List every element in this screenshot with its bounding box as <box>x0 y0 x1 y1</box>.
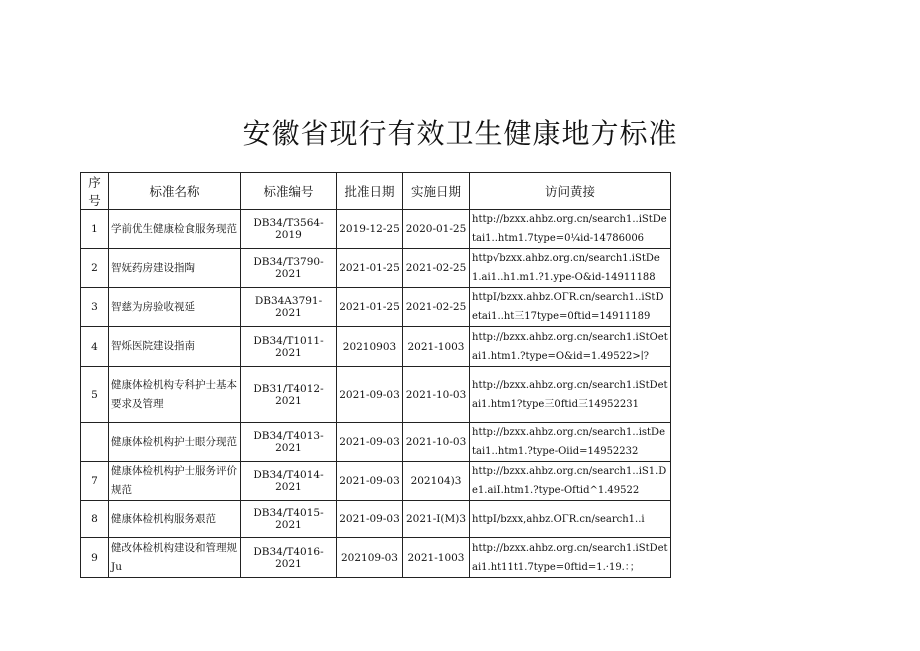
table-row <box>81 423 671 462</box>
standard-code: DB34/T3564-2019 <box>241 210 337 249</box>
access-link[interactable]: http√bzxx.ahbz.org.cn/search1.iStDe1.ai1..h1.m1.?1.ype-O&id-14911188 <box>470 249 671 288</box>
standard-code: DB34/T4013-2021 <box>241 423 337 462</box>
table-row <box>81 538 671 578</box>
standard-name: 健改体检机构建设和管理规Ju <box>109 538 241 578</box>
table-row <box>81 501 671 538</box>
table-row <box>81 249 671 288</box>
standard-name: 健康体检机构服务艰范 <box>109 501 241 538</box>
row-index: 1 <box>81 210 109 249</box>
approve-date: 2021-01-25 <box>337 288 403 327</box>
standard-code: DB34/T4015-2021 <box>241 501 337 538</box>
standard-name: 智妩药房建设指陶 <box>109 249 241 288</box>
standard-name: 智慈为房验收视延 <box>109 288 241 327</box>
table-row <box>81 462 671 501</box>
standard-code: DB34/T4014-2021 <box>241 462 337 501</box>
access-link[interactable]: httpI∕bzxx.ahbz.OΓR.cn/search1..iStDetai1..ht三17type=0ftid=14911189 <box>470 288 671 327</box>
approve-date: 2021-01-25 <box>337 249 403 288</box>
effective-date: 2021-I(M)3 <box>403 501 470 538</box>
row-index: 7 <box>81 462 109 501</box>
approve-date: 2021-09-03 <box>337 367 403 423</box>
row-index: 5 <box>81 367 109 423</box>
row-index <box>81 423 109 462</box>
standard-code: DB31/T4012-2021 <box>241 367 337 423</box>
effective-date: 202104)3 <box>403 462 470 501</box>
access-link[interactable]: http://bzxx.ahbz.org.cn/search1..iStDetai1..htm1.7type=0¼id-14786006 <box>470 210 671 249</box>
standard-name: 健康体检机构护士眼分现范 <box>109 423 241 462</box>
standard-name: 学前优生健康检食服务现范 <box>109 210 241 249</box>
effective-date: 2021-1003 <box>403 327 470 367</box>
access-link[interactable]: http://bzxx.ahbz.org.cn/search1.iStDetai1.ht11t1.7type=0ftid=1.·19.：； <box>470 538 671 578</box>
standards-table <box>80 172 671 578</box>
row-index: 8 <box>81 501 109 538</box>
table-row <box>81 288 671 327</box>
header-link: 访问黄接 <box>470 173 671 210</box>
row-index: 3 <box>81 288 109 327</box>
header-code: 标准编号 <box>241 173 337 210</box>
standard-code: DB34/T1011-2021 <box>241 327 337 367</box>
access-link[interactable]: httpI∕bzxx,ahbz.OΓR.cn/search1..i <box>470 501 671 538</box>
approve-date: 2021-09-03 <box>337 423 403 462</box>
standard-code: DB34A3791-2021 <box>241 288 337 327</box>
standard-name: 智烁医院建设指南 <box>109 327 241 367</box>
row-index: 9 <box>81 538 109 578</box>
standard-code: DB34/T3790-2021 <box>241 249 337 288</box>
table-header-row <box>81 173 671 210</box>
header-approve-date: 批准日期 <box>337 173 403 210</box>
header-effective-date: 实施日期 <box>403 173 470 210</box>
standard-code: DB34/T4016-2021 <box>241 538 337 578</box>
header-index: 序号 <box>81 173 109 210</box>
access-link[interactable]: http://bzxx.ahbz.org.cn/search1.iStDetai1.htm1?type三0ftid三14952231 <box>470 367 671 423</box>
effective-date: 2021-1003 <box>403 538 470 578</box>
table-row <box>81 367 671 423</box>
row-index: 2 <box>81 249 109 288</box>
row-index: 4 <box>81 327 109 367</box>
access-link[interactable]: http://bzxx.ahbz.org.cn/search1..istDetai1..htm1.?type-Oiid=14952232 <box>470 423 671 462</box>
approve-date: 2019-12-25 <box>337 210 403 249</box>
effective-date: 2021-02-25 <box>403 249 470 288</box>
standard-name: 健康体检机构护士服务评价规范 <box>109 462 241 501</box>
access-link[interactable]: http://bzxx.ahbz.org.cn/search1.iStOetai1.htm1.?type=O&id=1.49522>∣? <box>470 327 671 367</box>
page-title: 安徽省现行有效卫生健康地方标准 <box>242 117 678 150</box>
effective-date: 2021-10-03 <box>403 367 470 423</box>
access-link[interactable]: http://bzxx.ahbz.org.cn/search1..iS1.De1.aiI.htm1.?type-Oftid^1.49522 <box>470 462 671 501</box>
effective-date: 2020-01-25 <box>403 210 470 249</box>
approve-date: 2021-09-03 <box>337 462 403 501</box>
table-row <box>81 327 671 367</box>
table-row <box>81 210 671 249</box>
approve-date: 202109-03 <box>337 538 403 578</box>
header-name: 标准名称 <box>109 173 241 210</box>
standard-name: 健康体检机构专科护士基本要求及管理 <box>109 367 241 423</box>
approve-date: 20210903 <box>337 327 403 367</box>
effective-date: 2021-02-25 <box>403 288 470 327</box>
effective-date: 2021-10-03 <box>403 423 470 462</box>
approve-date: 2021-09-03 <box>337 501 403 538</box>
